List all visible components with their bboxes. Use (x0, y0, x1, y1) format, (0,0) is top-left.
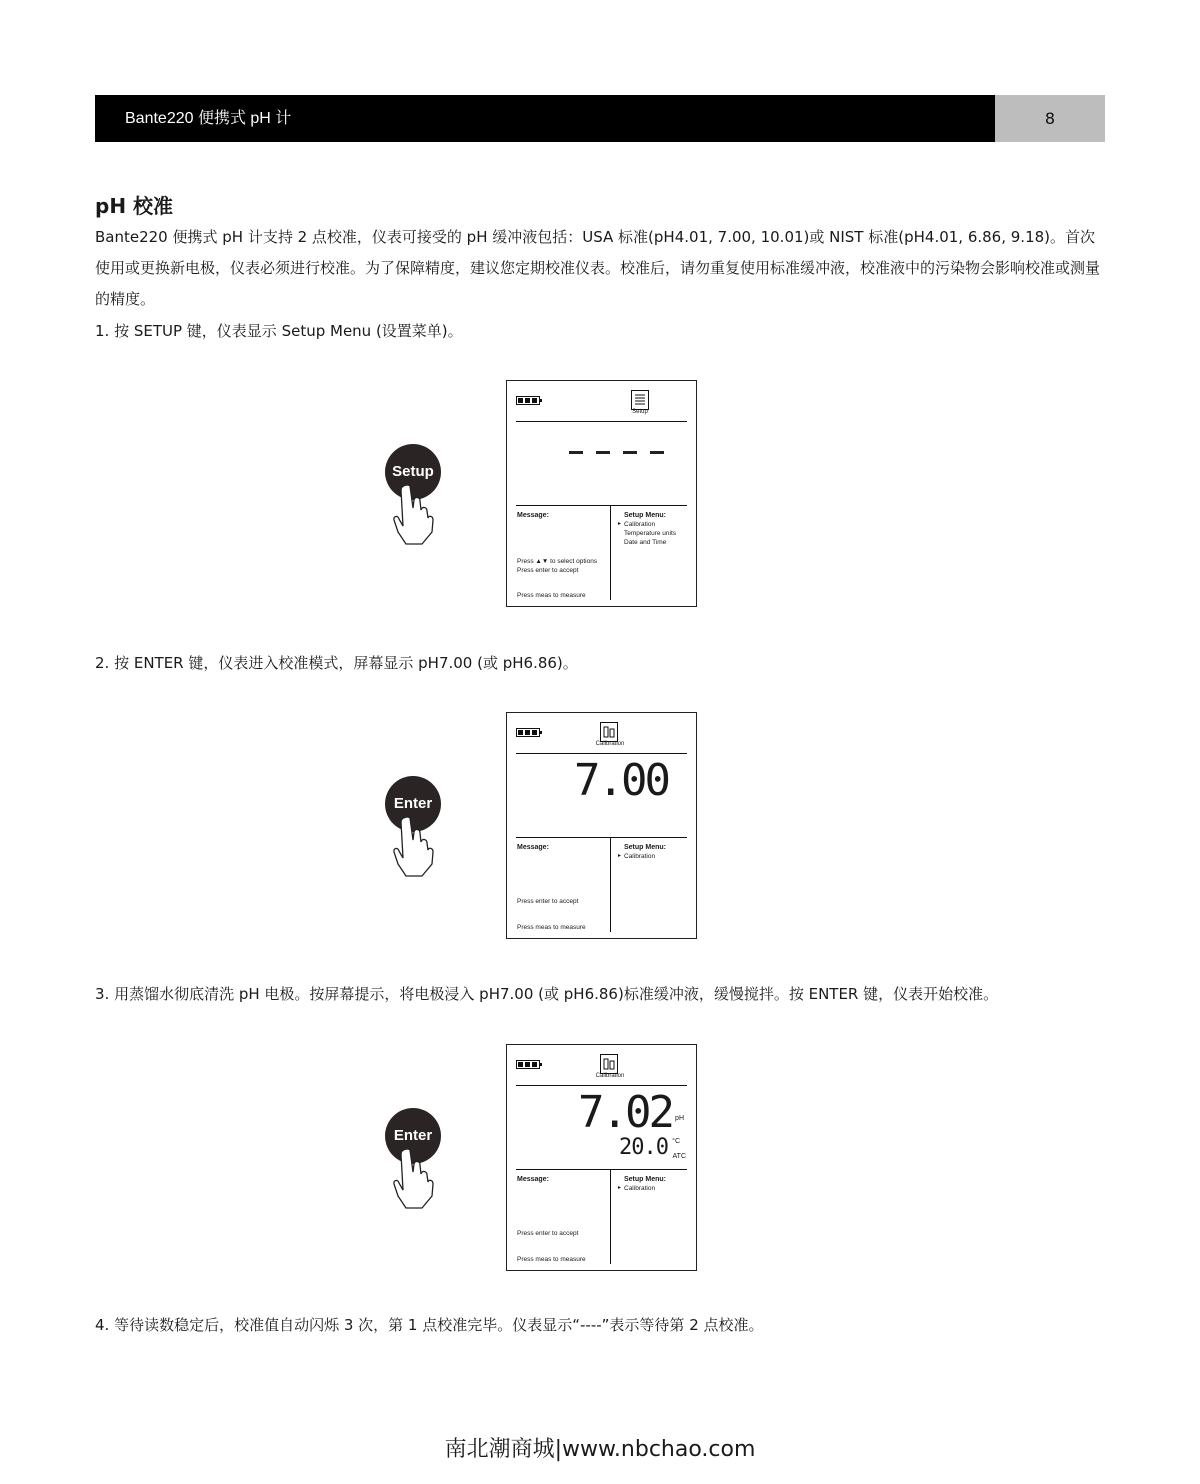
message-line: Press enter to accept (517, 567, 579, 574)
temperature-unit: °C (672, 1138, 680, 1145)
menu-item-date: Date and Time (624, 539, 667, 546)
meas-hint: Press meas to measure (517, 592, 586, 599)
step-2: 2. 按 ENTER 键，仪表进入校准模式，屏幕显示 pH7.00 (或 pH6.86)。 (95, 654, 578, 672)
meas-hint: Press meas to measure (517, 1256, 586, 1263)
figure-calibrating (380, 1044, 700, 1274)
step-3: 3. 用蒸馏水彻底清洗 pH 电极。按屏幕提示，将电极浸入 pH7.00 (或 pH6.86)标准缓冲液，缓慢搅拌。按 ENTER 键，仪表开始校准。 (95, 985, 999, 1003)
ph-unit: pH (675, 1115, 684, 1122)
hand-pointer-icon (388, 1144, 438, 1210)
message-label: Message: (517, 844, 549, 851)
menu-list (618, 1184, 655, 1193)
battery-icon (516, 1060, 540, 1069)
menu-label: Setup Menu: (624, 844, 666, 851)
mode-label: Calibration (595, 1073, 625, 1079)
mode-label: Setup (632, 409, 648, 415)
message-label: Message: (517, 512, 549, 519)
battery-icon (516, 396, 540, 405)
header-title: Bante220 便携式 pH 计 (125, 110, 292, 127)
enter-button: Enter (385, 776, 441, 832)
hand-pointer-icon (388, 480, 438, 546)
battery-icon (516, 728, 540, 737)
setup-button: Setup (385, 444, 441, 500)
calibration-icon (600, 722, 618, 742)
lcd-screen (506, 380, 697, 607)
menu-list (618, 852, 655, 861)
page-header (95, 95, 1105, 142)
step-4: 4. 等待读数稳定后，校准值自动闪烁 3 次，第 1 点校准完毕。仪表显示“----”表示等待第 2 点校准。 (95, 1316, 764, 1334)
calibration-icon (600, 1054, 618, 1074)
lcd-screen (506, 712, 697, 939)
message-label: Message: (517, 1176, 549, 1183)
display-value: 7.00 (574, 755, 668, 806)
menu-item-calibration: ▸ Calibration (618, 520, 676, 529)
meas-hint: Press meas to measure (517, 924, 586, 931)
lcd-screen (506, 1044, 697, 1271)
atc-label: ATC (672, 1153, 686, 1160)
figure-enter-calibration (380, 712, 700, 942)
footer-watermark: 南北潮商城|www.nbchao.com (444, 1437, 756, 1462)
display-dashes (569, 441, 677, 459)
menu-item-calibration: ▸ Calibration (618, 1184, 655, 1193)
menu-label: Setup Menu: (624, 512, 666, 519)
menu-item-temperature: Temperature units (624, 530, 677, 537)
temperature-value: 20.0 (619, 1135, 668, 1160)
menu-list (618, 520, 676, 547)
section-title: pH 校准 (95, 194, 174, 218)
menu-item-calibration: ▸ Calibration (618, 852, 655, 861)
mode-label: Calibration (595, 741, 625, 747)
message-line: Press ▲▼ to select options (517, 558, 598, 565)
enter-button: Enter (385, 1108, 441, 1164)
hand-pointer-icon (388, 812, 438, 878)
menu-label: Setup Menu: (624, 1176, 666, 1183)
intro-paragraph: Bante220 便携式 pH 计支持 2 点校准，仪表可接受的 pH 缓冲液包括：USA 标准(pH4.01, 7.00, 10.01)或 NIST 标准(pH4.01, 6.86, 9.18)。首次使用或更换新电极，仪表必须进行校准。为了保障精度，建议您定期校准仪表。校准后，请勿重复使用标准缓冲液，校准液中的污染物会影响校准或测量的精度。 (95, 228, 1101, 308)
ph-value: 7.02 (578, 1087, 672, 1138)
page-number: 8 (995, 95, 1105, 142)
setup-icon (631, 390, 649, 410)
message-line: Press enter to accept (517, 898, 579, 905)
step-1: 1. 按 SETUP 键，仪表显示 Setup Menu (设置菜单)。 (95, 322, 463, 340)
figure-setup (380, 380, 700, 610)
message-line: Press enter to accept (517, 1230, 579, 1237)
